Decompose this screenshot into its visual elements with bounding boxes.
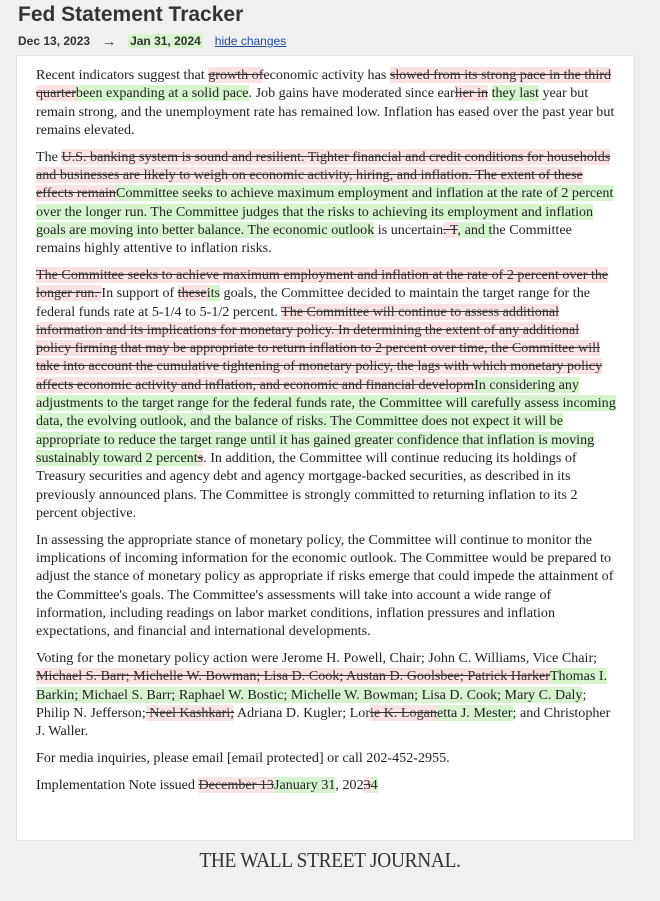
statement-card	[16, 55, 635, 841]
statement-paragraph	[36, 749, 616, 767]
unchanged-text: Adriana D. Kugler; Lor	[234, 704, 371, 721]
inserted-text: In considering any adjustments to the target range for the federal funds rate, the Committee will carefully assess incoming data, the evolving outlook, and the balance of risks. The Committee does not expect it will be appropriate to reduce the target range until it has gained greater confidence that inflation is moving sustainably toward 2 percent	[36, 376, 616, 466]
unchanged-text: Recent indicators suggest that	[36, 67, 209, 83]
unchanged-text: For media inquiries, please email [email protected] or call 202-452-2955.	[36, 749, 450, 766]
deleted-text: . T	[443, 221, 458, 238]
deleted-text: December 13	[198, 776, 274, 793]
statement-paragraph	[36, 66, 616, 139]
unchanged-text: Implementation Note issued	[36, 776, 199, 793]
unchanged-text: In assessing the appropriate stance of monetary policy, the Committee will continue to monitor the implications of incoming information for the economic outlook. The Committee would be prepared to adjust the stance of monetary policy as appropriate if risks emerge that could impede the attainment of the Committee's goals. The Committee's assessments will take into account a wide range of information, including readings on labor market conditions, inflation pressures and inflation expectations, and financial and international developments.	[36, 531, 614, 640]
unchanged-text: . Job gains have moderated since ear	[248, 85, 455, 102]
inserted-text: been expanding at a solid pace	[75, 85, 249, 102]
unchanged-text: goals, the Committee decided to maintain the target range for the federal funds rate at 5-1/4 to 5-1/2 percent.	[36, 285, 590, 320]
deleted-text: these	[177, 285, 207, 302]
deleted-text: The Committee will continue to assess additional information and its implications for monetary policy. In determining the extent of any additional policy firming that may be appropriate to return inflation to 2 percent over time, the Committee will take into account the cumulative tightening of monetary policy, the lags with which monetary policy affects economic activity and inflation, and economic and financial developm	[36, 303, 603, 393]
unchanged-text: , 202	[335, 776, 364, 793]
inserted-text: etta J. Mester	[436, 704, 513, 721]
inserted-text: , and t	[457, 221, 493, 238]
unchanged-text: ; Philip N. Jefferson;	[36, 686, 587, 721]
page-header	[0, 0, 660, 49]
unchanged-text: he Committee remains highly attentive to inflation risks.	[36, 221, 572, 257]
deleted-text: growth of	[208, 67, 264, 83]
deleted-text: Michael S. Barr; Michelle W. Bowman; Lisa D. Cook; Austan D. Goolsbee; Patrick Harker	[36, 668, 550, 685]
unchanged-text: The	[36, 148, 62, 165]
inserted-text: 4	[370, 776, 378, 793]
deleted-text: U.S. banking system is sound and resilient. Tighter financial and credit conditions for households and businesses are likely to weigh on economic activity, hiring, and inflation. The extent of these effects remain	[36, 148, 611, 202]
inserted-text: they last	[491, 85, 539, 102]
unchanged-text: is uncertain	[374, 221, 444, 238]
statement-paragraph	[36, 776, 616, 794]
date-comparison	[18, 33, 642, 49]
new-date: Jan 31, 2024	[130, 34, 201, 48]
deleted-text: slowed from its strong pace in the third quarter	[36, 67, 611, 102]
arrow-right-icon: →	[102, 33, 117, 49]
statement-paragraph	[36, 531, 616, 641]
unchanged-text: ; and Christopher J. Waller.	[36, 704, 611, 740]
inserted-text: its	[206, 285, 221, 302]
unchanged-text: . In addition, the Committee will continue reducing its holdings of Treasury securities and agency debt and agency mortgage-backed securities, as described in its previously announced plans. The Committee is strongly committed to returning inflation to its 2 percent objective.	[36, 449, 578, 521]
unchanged-text: In support of	[101, 285, 178, 302]
inserted-text: Committee seeks to achieve maximum employment and inflation at the rate of 2 percent over the longer run. The Committee judges that the risks to achieving its employment and inflation goals are moving into better balance. The economic outlook	[36, 185, 614, 238]
inserted-text: Thomas I. Barkin; Michael S. Barr; Raphael W. Bostic; Michelle W. Bowman; Lisa D. Cook; Mary C. Daly	[36, 668, 608, 703]
inserted-text: January 31	[273, 776, 336, 793]
statement-paragraph	[36, 649, 616, 740]
old-date: Dec 13, 2023	[18, 34, 91, 48]
statement-paragraph	[36, 266, 616, 522]
statement-paragraph	[36, 148, 616, 258]
deleted-text: Neel Kashkari;	[145, 704, 235, 721]
deleted-text: The Committee seeks to achieve maximum employment and inflation at the rate of 2 percent over the longer run.	[36, 266, 609, 302]
unchanged-text: Voting for the monetary policy action were Jerome H. Powell, Chair; John C. Williams, Vice Chair;	[36, 649, 598, 666]
deleted-text: s	[197, 449, 204, 466]
deleted-text: lier in	[454, 85, 489, 102]
deleted-text: 3	[363, 776, 371, 793]
page-title: Fed Statement Tracker	[18, 3, 244, 26]
unchanged-text: year but remain strong, and the unemployment rate has remained low. Inflation has eased over the past year but remains elevated.	[36, 85, 615, 138]
deleted-text: ie K. Logan	[370, 704, 437, 721]
wsj-logo: THE WALL STREET JOURNAL.	[199, 848, 461, 872]
unchanged-text: economic activity has	[263, 67, 390, 83]
hide-changes-link[interactable]: hide changes	[214, 34, 287, 48]
